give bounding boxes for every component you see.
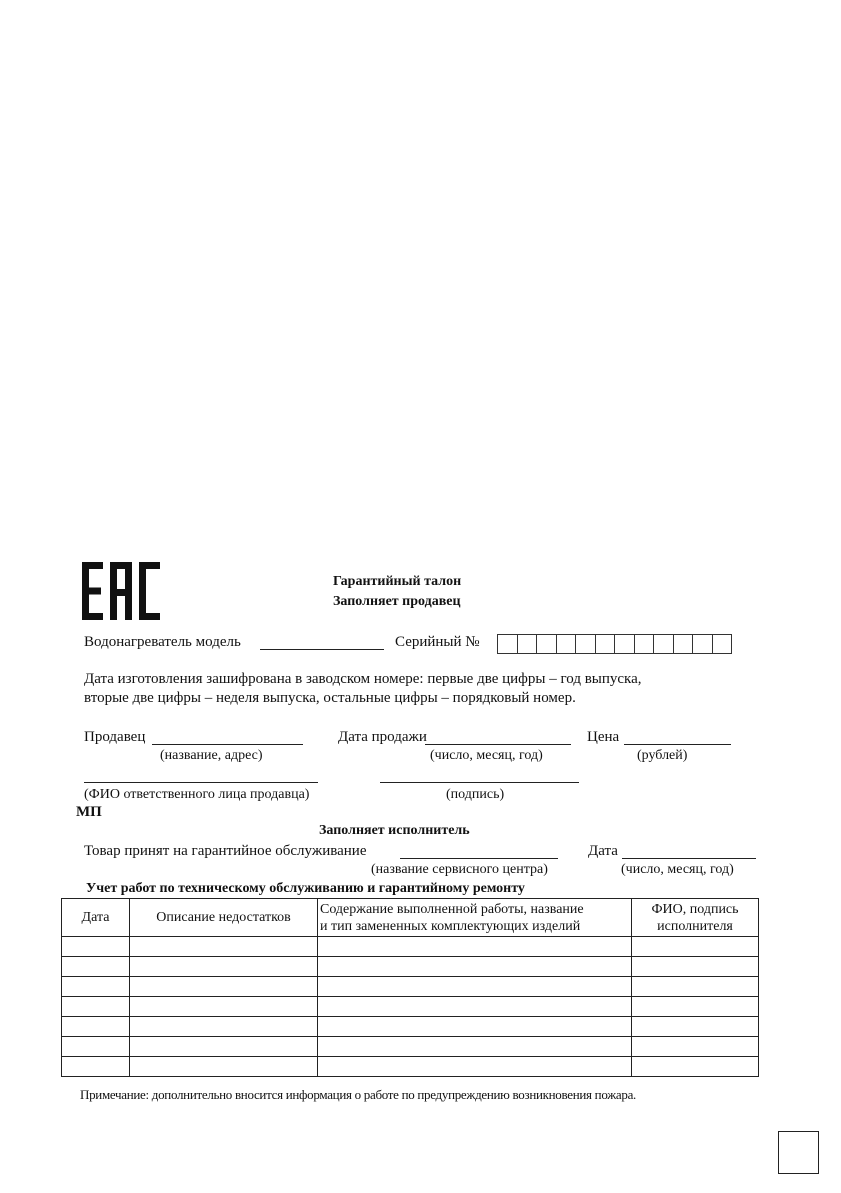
- manufacture-note-line1: Дата изготовления зашифрована в заводском номере: первые две цифры – год выпуска,: [84, 671, 642, 687]
- service-center-hint: (название сервисного центра): [371, 862, 548, 877]
- table-row: [62, 937, 759, 957]
- table-cell[interactable]: [130, 977, 318, 997]
- serial-digit-cell[interactable]: [653, 634, 674, 654]
- eac-logo: [82, 562, 160, 620]
- table-cell[interactable]: [130, 937, 318, 957]
- table-cell[interactable]: [318, 977, 632, 997]
- works-table-header-row: [62, 899, 759, 937]
- signature-field[interactable]: [380, 782, 579, 783]
- table-cell[interactable]: [62, 1017, 130, 1037]
- seller-field[interactable]: [152, 744, 303, 745]
- seller-section-title: Заполняет продавец: [333, 594, 461, 609]
- table-cell[interactable]: [130, 997, 318, 1017]
- table-row: [62, 1037, 759, 1057]
- table-cell[interactable]: [130, 1037, 318, 1057]
- seller-label: Продавец: [84, 729, 146, 745]
- seller-hint: (название, адрес): [160, 748, 263, 763]
- serial-label: Серийный №: [395, 634, 480, 650]
- table-cell[interactable]: [130, 1017, 318, 1037]
- works-table: [61, 898, 759, 1077]
- table-cell[interactable]: [62, 977, 130, 997]
- table-cell[interactable]: [632, 937, 759, 957]
- header-executor: ФИО, подпись исполнителя: [632, 899, 759, 937]
- serial-digit-cell[interactable]: [614, 634, 635, 654]
- table-cell[interactable]: [632, 1017, 759, 1037]
- sale-date-hint: (число, месяц, год): [430, 748, 543, 763]
- works-table-title: Учет работ по техническому обслуживанию и гарантийному ремонту: [86, 881, 525, 896]
- accepted-label: Товар принят на гарантийное обслуживание: [84, 843, 367, 859]
- fire-safety-note: Примечание: дополнительно вносится информация о работе по предупреждению возникновения пожара.: [80, 1087, 636, 1102]
- price-hint: (рублей): [637, 748, 688, 763]
- table-cell[interactable]: [62, 1037, 130, 1057]
- table-cell[interactable]: [318, 937, 632, 957]
- price-field[interactable]: [624, 744, 731, 745]
- table-cell[interactable]: [62, 1057, 130, 1077]
- table-cell[interactable]: [62, 937, 130, 957]
- page-number-box: [778, 1131, 819, 1174]
- table-cell[interactable]: [318, 997, 632, 1017]
- accept-date-field[interactable]: [622, 858, 756, 859]
- service-center-field[interactable]: [400, 858, 558, 859]
- responsible-person-field[interactable]: [84, 782, 318, 783]
- sale-date-label: Дата продажи: [338, 729, 427, 745]
- serial-digit-cell[interactable]: [536, 634, 557, 654]
- serial-digit-cell[interactable]: [556, 634, 577, 654]
- table-cell[interactable]: [130, 1057, 318, 1077]
- serial-digit-cell[interactable]: [497, 634, 518, 654]
- table-cell[interactable]: [130, 957, 318, 977]
- model-field[interactable]: [260, 649, 384, 650]
- table-cell[interactable]: [318, 1057, 632, 1077]
- table-cell[interactable]: [318, 1017, 632, 1037]
- sale-date-field[interactable]: [425, 744, 571, 745]
- serial-digit-cell[interactable]: [673, 634, 694, 654]
- header-defects: Описание недостатков: [130, 899, 318, 937]
- table-cell[interactable]: [632, 997, 759, 1017]
- price-label: Цена: [587, 729, 620, 745]
- serial-number-cells[interactable]: [497, 634, 732, 654]
- serial-digit-cell[interactable]: [692, 634, 713, 654]
- serial-digit-cell[interactable]: [595, 634, 616, 654]
- table-cell[interactable]: [632, 957, 759, 977]
- accept-date-label: Дата: [588, 843, 618, 859]
- table-row: [62, 1017, 759, 1037]
- table-cell[interactable]: [318, 957, 632, 977]
- signature-hint: (подпись): [446, 787, 505, 802]
- table-cell[interactable]: [318, 1037, 632, 1057]
- serial-digit-cell[interactable]: [575, 634, 596, 654]
- table-row: [62, 997, 759, 1017]
- table-cell[interactable]: [632, 977, 759, 997]
- table-cell[interactable]: [632, 1057, 759, 1077]
- serial-digit-cell[interactable]: [517, 634, 538, 654]
- stamp-label: МП: [76, 804, 102, 820]
- table-row: [62, 1057, 759, 1077]
- model-label: Водонагреватель модель: [84, 634, 241, 650]
- table-cell[interactable]: [632, 1037, 759, 1057]
- header-work-content: Содержание выполненной работы, название и тип замененных комплектующих изделий: [318, 899, 632, 937]
- manufacture-note-line2: вторые две цифры – неделя выпуска, остальные цифры – порядковый номер.: [84, 690, 576, 706]
- card-title: Гарантийный талон: [333, 574, 462, 589]
- serial-digit-cell[interactable]: [712, 634, 733, 654]
- table-row: [62, 957, 759, 977]
- table-cell[interactable]: [62, 997, 130, 1017]
- executor-section-title: Заполняет исполнитель: [319, 823, 470, 838]
- responsible-person-hint: (ФИО ответственного лица продавца): [84, 787, 310, 802]
- header-date: Дата: [62, 899, 130, 937]
- accept-date-hint: (число, месяц, год): [621, 862, 734, 877]
- table-row: [62, 977, 759, 997]
- table-cell[interactable]: [62, 957, 130, 977]
- serial-digit-cell[interactable]: [634, 634, 655, 654]
